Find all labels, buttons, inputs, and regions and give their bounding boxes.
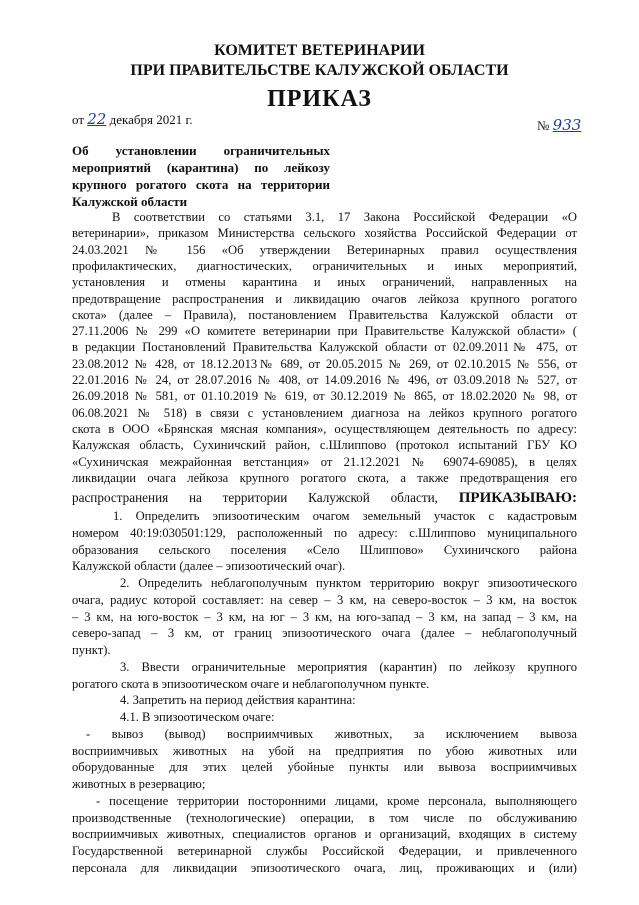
order-item-line: образования сельского поселения «Село Шлиппово» Сухиничского района [72, 542, 577, 557]
order-item-line: – 3 км, на юго-восток – 3 км, на юг – 3 км, на юго-запад – 3 км, на запад – 3 км, на [72, 609, 577, 624]
order-item-line: 1. Определить эпизоотическим очагом земельный участок с кадастровым [113, 509, 577, 523]
order-item-line: - вывоз (вывод) восприимчивых животных, за исключением вывоза [86, 726, 577, 741]
order-item-line: 2. Определить неблагополучным пунктом территорию вокруг эпизоотического [120, 576, 577, 590]
order-item-line: 4.1. В эпизоотическом очаге: [120, 710, 275, 724]
preamble-line: ликвидации очага лейкоза крупного рогатого скота, а также предотвращения его [72, 470, 577, 485]
preamble-line: 23.08.2012 № 428, от 18.12.2013№ 689, от 20.05.2015 № 269, от 02.10.2015 № 556, от [72, 356, 577, 371]
preamble-line: профилактических, диагностических, ограничительных и иных мероприятий, [72, 258, 577, 273]
preamble-line: 26.09.2018 № 581, от 01.10.2019 № 619, от 30.12.2019 № 865, от 18.02.2020 № 98, от [72, 389, 577, 404]
preamble-line: ветеринарии», приказом Министерства сельского хозяйства Российской Федерации от [72, 226, 577, 241]
order-item-line: очага, радиус которой составляет: на север – 3 км, на северо-восток – 3 км, на восток [72, 592, 577, 607]
preamble-line: «Сухиничская межрайонная ветстанция» от 21.12.2021 № 69074-69085), в целях [72, 454, 577, 469]
date-rest: декабря 2021 г. [109, 112, 193, 127]
order-item-line: Государственной ветеринарной службы Российской Федерации, и привлеченного [72, 844, 577, 858]
preamble-line: в редакции Постановлений Правительства Калужской области от 02.09.2011№ 475, от [72, 340, 577, 355]
preamble-line: 27.11.2006 № 299 «О комитете ветеринарии при Правительстве Калужской области» ( [72, 324, 577, 339]
order-item-line: персонала для ликвидации эпизоотического очага, лиц, проживающих и (или) [72, 860, 577, 875]
preamble-closing-line [72, 491, 577, 505]
preamble-line: Калужская область, Сухиничский район, с.Шлиппово (протокол испытаний ГБУ КО [72, 438, 577, 453]
document-type-title: ПРИКАЗ [267, 86, 372, 112]
date-day-handwritten: 22 [87, 110, 107, 128]
subject-line: Калужской области [72, 194, 188, 209]
order-item-line: животных в резервацию; [72, 777, 206, 791]
number-value-handwritten: 933 [552, 116, 582, 134]
order-item-line: оборудованные для этих целей убойные пункты или вывоза восприимчивых [72, 760, 577, 775]
date-prefix: от [72, 112, 85, 127]
order-item-line: пункт). [72, 643, 111, 657]
preamble-line: скота» (далее – Правила), постановлением Правительства Калужской области от [72, 307, 577, 322]
preamble-line: предотвращение распространения и ликвидацию очагов лейкоза крупного рогатого [72, 291, 577, 306]
subject-line: крупного рогатого скота на территории [72, 177, 330, 192]
preamble-line: 06.08.2021 № 518) в связи с установлением диагноза на лейкоз крупного рогатого [72, 405, 577, 420]
preamble-line: скота в ООО «Брянская мясная компания», осуществляющем деятельность по адресу: [72, 421, 577, 436]
order-item-line: восприимчивых животных, специалистов органов и организаций, входящих в систему [72, 827, 577, 842]
subject-line: мероприятий (карантина) по лейкозу [72, 160, 330, 175]
order-directive: ПРИКАЗЫВАЮ: [458, 490, 577, 506]
preamble-line: 24.03.2021 № 156 «Об утверждении Ветеринарных правил осуществления [72, 242, 577, 257]
order-item-line: 3. Ввести ограничительные мероприятия (карантин) по лейкозу крупного [120, 659, 577, 674]
order-date [72, 110, 193, 128]
preamble-line: установления и отмены карантина и иных ограничений, направленных на [72, 275, 577, 290]
order-item-line: северо-запад – 3 км, от границ эпизоотического очага (далее – неблагополучный [72, 626, 577, 641]
subject-line: Об установлении ограничительных [72, 143, 330, 158]
order-item-line: производственные (технологические) операции, в том числе по обслуживанию [72, 810, 577, 825]
org-name-line1: КОМИТЕТ ВЕТЕРИНАРИИ [214, 42, 425, 59]
number-prefix: № [537, 118, 550, 133]
preamble-line: 22.01.2016 № 24, от 28.07.2016 № 408, от 14.09.2016 № 496, от 03.09.2018 № 527, от [72, 373, 577, 387]
order-item-line: - посещение территории посторонними лицами, кроме персонала, выполняющего [96, 793, 577, 808]
preamble-closing-text: распространения на территории Калужской области, [72, 490, 459, 505]
order-item-line: номером 40:19:030501:129, расположенный по адресу: с.Шлиппово муниципального [72, 525, 577, 540]
org-name-line2: ПРИ ПРАВИТЕЛЬСТВЕ КАЛУЖСКОЙ ОБЛАСТИ [130, 62, 509, 79]
order-item-line: 4. Запретить на период действия карантина: [120, 693, 356, 708]
preamble-line: В соответствии со статьями 3.1, 17 Закона Российской Федерации «О [112, 210, 577, 224]
order-number [537, 116, 581, 134]
order-item-line: Калужской области (далее – эпизоотический очаг). [72, 559, 346, 574]
order-item-line: рогатого скота в эпизоотическом очаге и неблагополучном пункте. [72, 676, 430, 691]
order-item-line: восприимчивых животных на убой на предприятия по убою животных или [72, 743, 577, 758]
